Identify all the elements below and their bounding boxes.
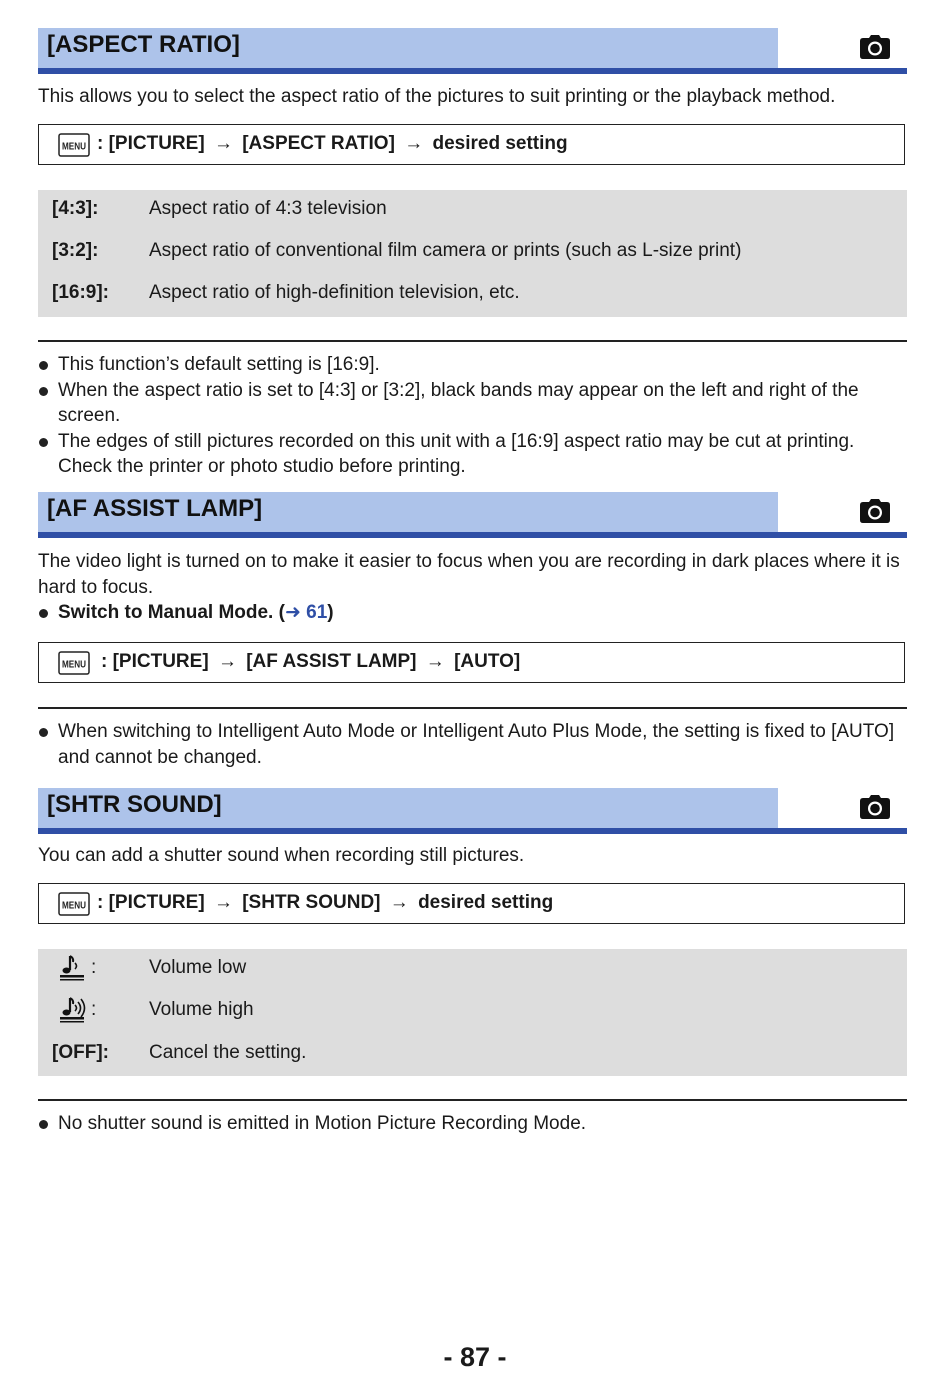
menu-icon: [58, 133, 90, 157]
bullet-icon: [39, 728, 48, 737]
divider: [38, 340, 907, 342]
option-row: [4:3]: Aspect ratio of 4:3 television: [52, 198, 387, 219]
list-item: The edges of still pictures recorded on this unit with a [16:9] aspect ratio may be cut at printing. Check the printer or photo studio before printing.: [38, 429, 907, 480]
af-assist-lamp-title: [AF ASSIST LAMP]: [47, 495, 263, 522]
page-number: - 87 -: [443, 1342, 507, 1372]
volume-low-icon: [58, 954, 86, 982]
shtr-sound-notes: [38, 1111, 907, 1137]
camera-icon: [859, 794, 891, 820]
bullet-icon: [39, 609, 48, 618]
camera-icon: [859, 34, 891, 60]
shtr-sound-menu-path: : [PICTURE] → [SHTR SOUND] → desired setting: [38, 883, 905, 924]
divider: [38, 707, 907, 709]
aspect-ratio-intro: This allows you to select the aspect ratio of the pictures to suit printing or the playback method.: [38, 86, 836, 107]
arrow-icon: →: [425, 651, 445, 672]
arrow-icon: →: [389, 892, 409, 913]
af-assist-lamp-notes: [38, 719, 907, 770]
menu-icon: [58, 892, 90, 916]
af-assist-lamp-header: [38, 492, 907, 538]
af-assist-lamp-menu-path: : [PICTURE] → [AF ASSIST LAMP] → [AUTO]: [38, 642, 905, 683]
bullet-icon: [39, 438, 48, 447]
divider: [38, 1099, 907, 1101]
volume-high-icon: [58, 996, 86, 1024]
bullet-icon: [39, 387, 48, 396]
aspect-ratio-options-table: [38, 190, 907, 317]
camera-icon: [859, 498, 891, 524]
aspect-ratio-header: [38, 28, 907, 74]
option-row: [16:9]: Aspect ratio of high-definition television, etc.: [52, 282, 520, 303]
arrow-icon: →: [404, 133, 424, 154]
option-row: [OFF]: Cancel the setting.: [52, 1042, 307, 1063]
list-item: When the aspect ratio is set to [4:3] or [3:2], black bands may appear on the left and right of the screen.: [38, 378, 907, 429]
af-assist-lamp-prereq: [38, 600, 907, 626]
arrow-icon: →: [217, 651, 237, 672]
list-item: No shutter sound is emitted in Motion Picture Recording Mode.: [38, 1111, 907, 1137]
option-row: : Volume high: [38, 999, 907, 1025]
bullet-icon: [39, 1120, 48, 1129]
shtr-sound-title: [SHTR SOUND]: [47, 791, 222, 818]
option-row: : Volume low: [38, 957, 907, 983]
bullet-icon: [39, 361, 48, 370]
menu-icon: [58, 651, 90, 675]
arrow-icon: →: [213, 892, 233, 913]
arrow-icon: →: [213, 133, 233, 154]
af-assist-lamp-intro: The video light is turned on to make it easier to focus when you are recording in dark places where it is hard to focus.: [38, 551, 900, 598]
aspect-ratio-notes: [38, 352, 907, 480]
list-item: When switching to Intelligent Auto Mode or Intelligent Auto Plus Mode, the setting is fixed to [AUTO] and cannot be changed.: [38, 719, 907, 770]
page-reference-link[interactable]: ➜ 61: [284, 602, 328, 623]
aspect-ratio-menu-path: : [PICTURE] → [ASPECT RATIO] → desired setting: [38, 124, 905, 165]
shtr-sound-options-table: [38, 949, 907, 1076]
shtr-sound-header: [38, 788, 907, 834]
aspect-ratio-title: [ASPECT RATIO]: [47, 31, 240, 58]
list-item: Switch to Manual Mode. (➜ 61): [38, 600, 907, 626]
shtr-sound-intro: You can add a shutter sound when recording still pictures.: [38, 845, 525, 866]
list-item: This function’s default setting is [16:9].: [38, 352, 907, 378]
option-row: [3:2]: Aspect ratio of conventional film camera or prints (such as L-size print): [52, 240, 742, 261]
